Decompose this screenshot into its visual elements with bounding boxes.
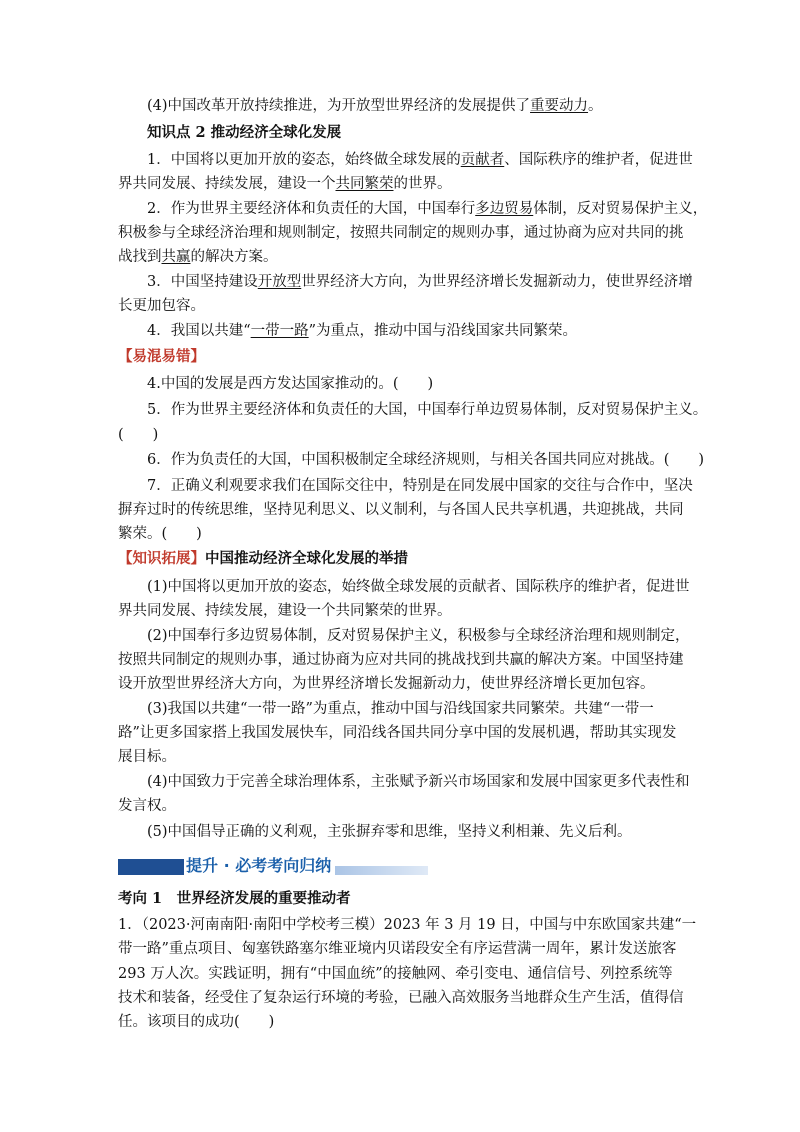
question-line: 技术和装备，经受住了复杂运行环境的考验，已融入高效服务当地群众生产生活，值得信 <box>118 990 684 1006</box>
topic-heading: 考向 1 世界经济发展的重要推动者 <box>118 890 351 907</box>
section-heading-extension: 【知识拓展】中国推动经济全球化发展的举措 <box>118 550 408 567</box>
paragraph-line: 3．中国坚持建设开放型世界经济大方向，为世界经济增长发掘新动力，使世界经济增 <box>147 274 693 290</box>
paragraph-line: (1)中国将以更加开放的姿态，始终做全球发展的贡献者、国际秩序的维护者，促进世 <box>147 579 690 595</box>
paragraph-line: (4)中国改革开放持续推进，为开放型世界经济的发展提供了重要动力。 <box>147 98 603 114</box>
question-line: 1．（2023·河南南阳·南阳中学校考三模）2023 年 3 月 19 日，中国与中东欧国家共建“一 <box>118 917 697 933</box>
paragraph-line: 发言权。 <box>118 798 176 814</box>
paragraph-line: 4．我国以共建“一带一路”为重点，推动中国与沿线国家共同繁荣。 <box>147 323 578 339</box>
question-line: 293 万人次。实践证明，拥有“中国血统”的接触网、牵引变电、通信信号、列控系统等 <box>118 966 673 982</box>
section-banner <box>118 855 428 879</box>
question-line: ( ) <box>118 427 159 443</box>
section-heading: 知识点 2 推动经济全球化发展 <box>147 124 342 141</box>
question-line: 6．作为负责任的大国，中国积极制定全球经济规则，与相关各国共同应对挑战。( ) <box>147 452 705 468</box>
section-tag-yihun: 【易混易错】 <box>118 348 205 365</box>
paragraph-line: 1．中国将以更加开放的姿态，始终做全球发展的贡献者、国际秩序的维护者，促进世 <box>147 152 693 168</box>
paragraph-line: 积极参与全球经济治理和规则制定，按照共同制定的规则办事，通过协商为应对共同的挑 <box>118 225 684 241</box>
paragraph-line: 展目标。 <box>118 749 176 765</box>
banner-title: 提升 · 必考考向归纳 <box>184 855 335 877</box>
paragraph-line: 战找到共赢的解决方案。 <box>118 249 278 265</box>
question-line: 摒弃过时的传统思维，坚持见利思义、以义制利，与各国人民共享机遇，共迎挑战，共同 <box>118 502 684 518</box>
question-line: 7．正确义利观要求我们在国际交往中，特别是在同发展中国家的交往与合作中，坚决 <box>147 478 693 494</box>
paragraph-line: 路”让更多国家搭上我国发展快车，同沿线各国共同分享中国的发展机遇，帮助其实现发 <box>118 725 677 741</box>
paragraph-line: (5)中国倡导正确的义利观，主张摒弃零和思维，坚持义利相兼、先义后利。 <box>147 824 632 840</box>
paragraph-line: 长更加包容。 <box>118 298 205 314</box>
paragraph-line: (4)中国致力于完善全球治理体系，主张赋予新兴市场国家和发展中国家更多代表性和 <box>147 774 690 790</box>
paragraph-line: 界共同发展、持续发展，建设一个共同繁荣的世界。 <box>118 603 452 619</box>
paragraph-line: 按照共同制定的规则办事，通过协商为应对共同的挑战找到共赢的解决方案。中国坚持建 <box>118 652 684 668</box>
paragraph-line: (2)中国奉行多边贸易体制，反对贸易保护主义，积极参与全球经济治理和规则制定， <box>147 628 690 644</box>
question-line: 4.中国的发展是西方发达国家推动的。( ) <box>147 376 434 392</box>
banner-block <box>118 859 190 875</box>
paragraph-line: 设开放型世界经济大方向，为世界经济增长发掘新动力，使世界经济增长更加包容。 <box>118 676 655 692</box>
paragraph-line: 2．作为世界主要经济体和负责任的大国，中国奉行多边贸易体制，反对贸易保护主义， <box>147 201 708 217</box>
question-line: 5．作为世界主要经济体和负责任的大国，中国奉行单边贸易体制，反对贸易保护主义。 <box>147 402 708 418</box>
question-line: 繁荣。( ) <box>118 526 202 542</box>
paragraph-line: 界共同发展、持续发展，建设一个共同繁荣的世界。 <box>118 176 452 192</box>
paragraph-line: (3)我国以共建“一带一路”为重点，推动中国与沿线国家共同繁荣。共建“一带一 <box>147 701 654 717</box>
question-line: 任。该项目的成功( ) <box>118 1014 275 1030</box>
question-line: 带一路”重点项目、匈塞铁路塞尔维亚境内贝诺段安全有序运营满一周年，累计发送旅客 <box>118 941 677 957</box>
